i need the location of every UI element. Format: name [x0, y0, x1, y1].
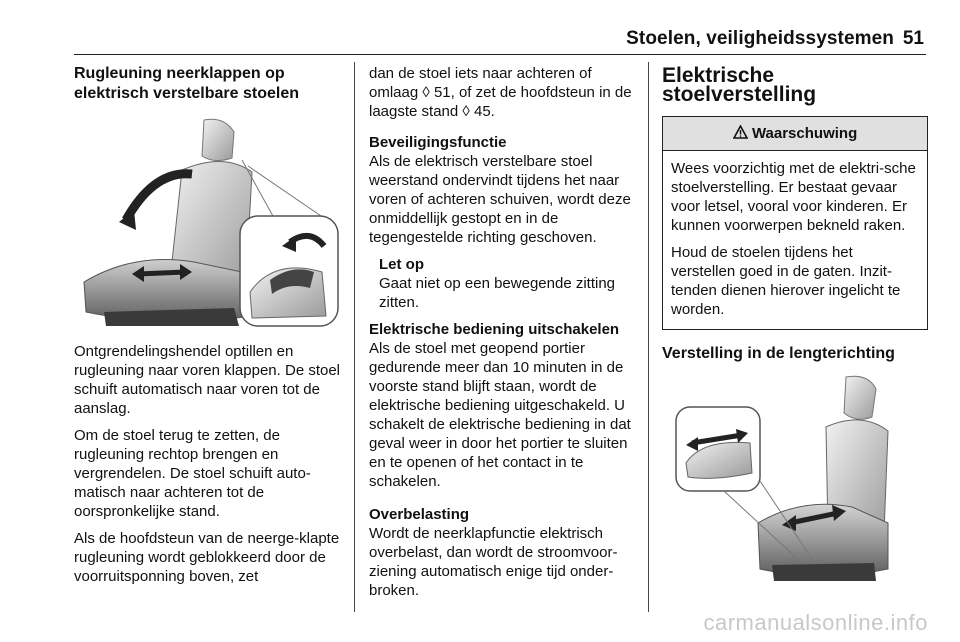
column-3	[662, 64, 928, 583]
section-heading-safety: Beveiligingsfunctie	[369, 134, 507, 151]
warning-body	[663, 151, 927, 329]
paragraph: Als de hoofdsteun van de neerge-klapte rugleuning wordt geblokkeerd door de voorruitsponning boven, zet	[74, 530, 340, 585]
note-text: Gaat niet op een bewegende zitting zitten.	[379, 275, 616, 311]
watermark: carmanualsonline.info	[703, 610, 928, 635]
page-header-title: Stoelen, veiligheidssystemen	[626, 28, 894, 49]
header-rule	[74, 54, 926, 55]
column-divider-2	[648, 62, 649, 612]
column-1	[74, 64, 340, 594]
subsection-heading-longitudinal: Verstelling in de lengterichting	[662, 345, 895, 362]
paragraph: Als de stoel met geopend portier gedurende meer dan 10 minuten in de voorste stand blijft staan, wordt de elektrische bediening uitgeschakeld. U schakelt de elektrische bediening in dat geval weer in door het portier te sluiten en te openen of het contact in te schakelen.	[369, 340, 631, 490]
page-number: 51	[902, 28, 924, 49]
note-block	[379, 255, 635, 312]
paragraph: Als de elektrisch verstelbare stoel weerstand ondervindt tijdens het naar voren of achteren schuiven, wordt deze onmiddellijk gestopt en in de tegengestelde richting geschoven.	[369, 153, 631, 246]
warning-label: Waarschuwing	[751, 125, 858, 142]
seat-fold-illustration	[74, 112, 340, 328]
seat-slide-illustration	[662, 373, 928, 583]
paragraph: Om de stoel terug te zetten, de rugleuning rechtop brengen en vergrendelen. De stoel schuift auto-matisch naar achteren tot de oorspronkelijke stand.	[74, 427, 311, 520]
paragraph: Ontgrendelingshendel optillen en rugleuning naar voren klappen. De stoel schuift automatisch naar voren tot de aanslag.	[74, 343, 341, 417]
column-2	[369, 64, 635, 608]
warning-paragraph: Houd de stoelen tijdens het verstellen goed in de gaten. Inzit-tenden dienen hierover ingelicht te worden.	[671, 244, 901, 318]
section-title-electric-seat: Elektrische stoelverstelling	[662, 64, 817, 106]
section-heading-fold-backrest: Rugleuning neerklappen op elektrisch verstelbare stoelen	[74, 65, 300, 102]
section-heading-overload: Overbelasting	[369, 506, 470, 523]
note-heading: Let op	[379, 256, 424, 273]
paragraph: dan de stoel iets naar achteren of omlaag ◊ 51, of zet de hoofdsteun in de laagste stand ◊ 45.	[369, 65, 632, 120]
section-heading-disable: Elektrische bediening uitschakelen	[369, 321, 620, 338]
column-divider-1	[354, 62, 355, 612]
warning-triangle-icon	[733, 125, 752, 142]
warning-paragraph: Wees voorzichtig met de elektri-sche stoelverstelling. Er bestaat gevaar voor letsel, vooral voor kinderen. Er kunnen voorwerpen bekneld raken.	[671, 160, 916, 234]
warning-header	[663, 117, 927, 151]
warning-box	[662, 116, 928, 330]
paragraph: Wordt de neerklapfunctie elektrisch overbelast, dan wordt de stroomvoor-ziening automatisch enige tijd onder-broken.	[369, 525, 618, 599]
